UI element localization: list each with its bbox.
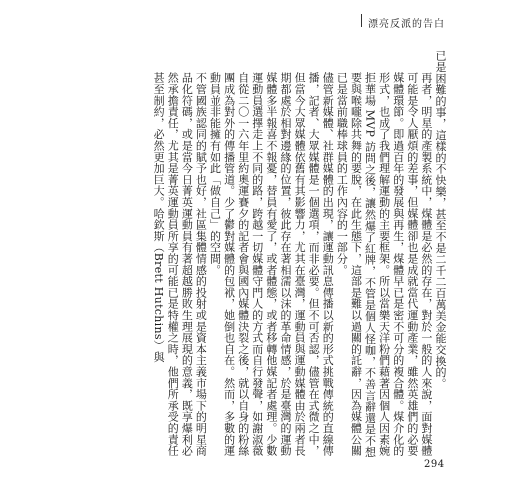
body-text [70, 50, 447, 460]
header-divider [361, 14, 362, 27]
paragraph: 不管國族認同的賦予也好，社區集體情感的投射或是資本主義市場下的明星商品化符碼，或是當今日菁英運動員有著超越勝敗生理展現的意義，既享爆利必然承擔責任，尤其是菁英運動員所享的可能已是特權之時，他們所承受的責任甚至制約，必然更加巨大。哈欽斯（Brett Hutchins）與 [152, 72, 208, 457]
paragraph: 再者，明星的產製系統中，煤體是必然的存在，對於一般的人來說，面對媒體可能是令人厭煩的差事，但媒體卻也是成就當代運動產業，雖然英雄們的必要媒體環節。即過百年的發展與再生，煤體早已是密不可分的複合體。煤介化的形式，也成了我們理解運動的主要框架。所以當樂天洋粉們藉著因個人因素婉拒華場 MVP 訪問之後，讓然爆了紅牌，不管是個人怪咖，不善言辭還是不想要與喉嚨除共舞的要脫，在此生態下，這部是難以過關的託辭，因為媒體公關已是當前職棒球員的工作內容的一部分。 [335, 72, 433, 458]
page-number: 294 [424, 459, 445, 470]
running-header [0, 6, 520, 46]
paragraph: 儘管新媒體、社群媒體的出現，讓運動訊息傳播以新的形式挑戰傳統的直線傳播，記者、大眾媒體是一個選項，而非必要。但不可否認，儘管在式微之中，但當今大眾媒體依舊有其影響力，尤其在臺灣，運動員與運動媒體由於兩者長期都處於相對邊緣的位置，彼此存在著相濡以沫的革命情感，於是臺灣的運動媒體多半報喜不報憂，替員有愛了，或者體態，或者移轉他媒記者處理。少數運動員選擇走上不同的路，跨越一切媒體守門人的方式而自行發聲，如謝淑薇自從二〇一六年里約奧運賽夕的記者會與國內媒體決裂之後，就以自身的粉絲團成為對外的傳播管道。少了鬱對媒體的包袱，她倒也自在。然而，多數的運動員並非能擁有如此「做自己」的空間。 [208, 72, 335, 457]
paragraph: 已是困難的事，這樣的不快樂，甚至不是二千二百萬美金能交換的。 [434, 50, 447, 389]
running-title: 漂亮反派的告白 [368, 19, 445, 30]
